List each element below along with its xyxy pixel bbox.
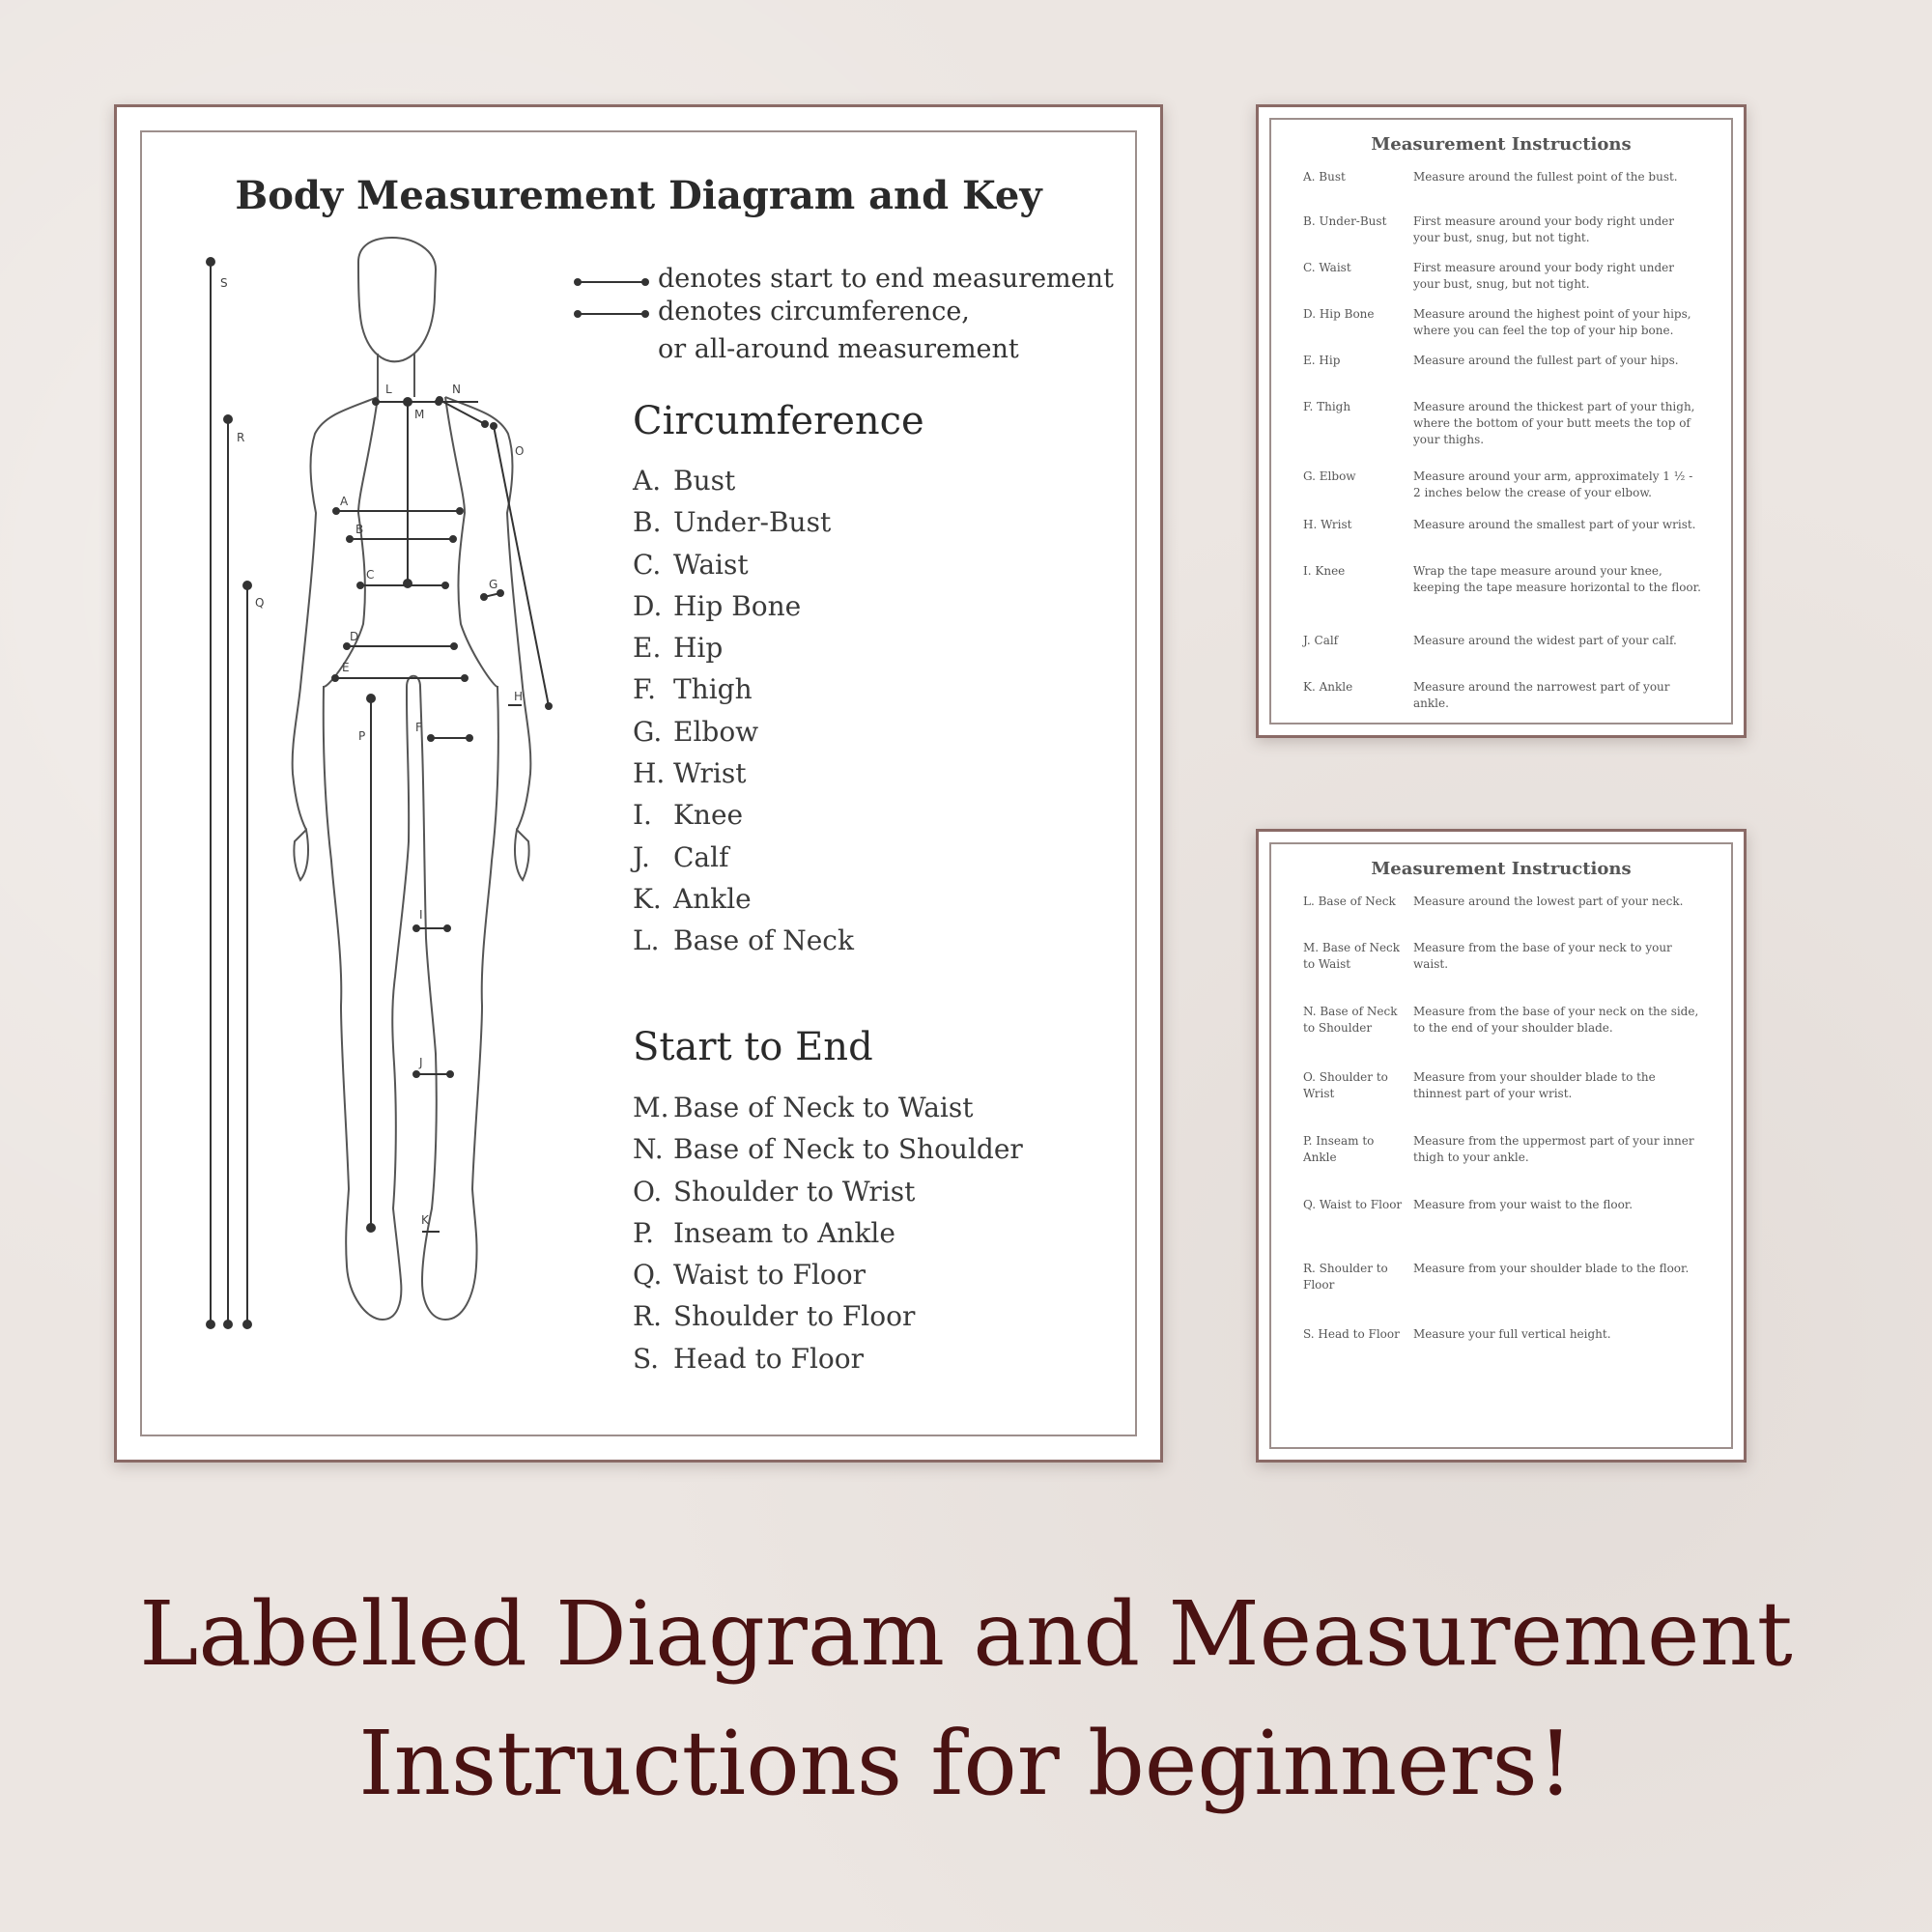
- instruction-label: P. Inseam to Ankle: [1303, 1134, 1375, 1164]
- key-item: [633, 1254, 1023, 1295]
- key-letter: M.: [633, 1092, 669, 1123]
- diagram-label: C: [366, 568, 375, 582]
- instruction-label: Q. Waist to Floor: [1303, 1198, 1403, 1211]
- head-outline: [358, 238, 436, 361]
- key-item: [633, 1338, 1023, 1379]
- key-label: Bust: [673, 465, 736, 497]
- instruction-label: G. Elbow: [1303, 469, 1356, 483]
- diagram-label: K: [421, 1213, 429, 1227]
- instruction-label: O. Shoulder to Wrist: [1303, 1070, 1388, 1100]
- key-item: [633, 920, 854, 961]
- instructions-sheet-top: [1256, 104, 1747, 738]
- key-label: Inseam to Ankle: [673, 1216, 895, 1249]
- key-letter: O.: [633, 1175, 663, 1208]
- key-item: [633, 711, 854, 753]
- instruction-text: Measure your full vertical height.: [1413, 1327, 1611, 1341]
- instruction-label: D. Hip Bone: [1303, 307, 1375, 321]
- diagram-label: E: [342, 661, 350, 674]
- diagram-label: D: [350, 630, 359, 643]
- instruction-label: C. Waist: [1303, 261, 1351, 274]
- diagram-label: Q: [255, 596, 265, 610]
- body-diagram: [117, 107, 696, 1363]
- diagram-label: I: [419, 908, 423, 922]
- diagram-label: A: [340, 495, 349, 508]
- diagram-label: J: [419, 1056, 423, 1069]
- key-letter: K.: [633, 882, 662, 915]
- sheet-title: Body Measurement Diagram and Key: [235, 173, 1042, 218]
- instructions-title: Measurement Instructions: [1371, 859, 1632, 879]
- key-label: Base of Neck to Shoulder: [673, 1133, 1023, 1166]
- key-label: Elbow: [673, 715, 759, 748]
- instruction-label: E. Hip: [1303, 354, 1341, 367]
- key-letter: E.: [633, 632, 662, 665]
- body-outline: [293, 397, 498, 1320]
- key-label: Thigh: [673, 673, 753, 706]
- key-label: Ankle: [673, 882, 752, 915]
- instruction-label: H. Wrist: [1303, 518, 1352, 531]
- instruction-label: J. Calf: [1303, 634, 1339, 647]
- instructions-title: Measurement Instructions: [1371, 134, 1632, 155]
- key-letter: S.: [633, 1342, 660, 1375]
- instruction-text: Measure around the lowest part of your neck.: [1413, 895, 1684, 908]
- legend-circumference-cont: or all-around measurement: [658, 334, 1019, 364]
- instruction-text: Measure around the widest part of your calf.: [1413, 634, 1677, 647]
- caption-line-1: Labelled Diagram and Measurement: [139, 1582, 1793, 1686]
- key-letter: J.: [633, 840, 650, 873]
- instruction-label: K. Ankle: [1303, 680, 1353, 694]
- key-item: [633, 1295, 1023, 1337]
- instruction-label: S. Head to Floor: [1303, 1327, 1400, 1341]
- key-item: [633, 753, 854, 794]
- key-letter: P.: [633, 1216, 655, 1249]
- key-letter: G.: [633, 715, 663, 748]
- key-item: [633, 1212, 1023, 1254]
- key-item: [633, 460, 854, 501]
- instruction-text: Measure around the smallest part of your wrist.: [1413, 518, 1696, 531]
- instructions-sheet-bottom: [1256, 829, 1747, 1463]
- right-arm-outline: [445, 397, 530, 830]
- key-label: Shoulder to Wrist: [673, 1175, 916, 1208]
- instruction-text: First measure around your body right under your bust, snug, but not tight.: [1413, 214, 1674, 244]
- key-letter: F.: [633, 673, 656, 706]
- key-item: [633, 878, 854, 920]
- legend-circumference: denotes circumference,: [658, 297, 970, 327]
- left-hand: [294, 830, 308, 880]
- instruction-label: L. Base of Neck: [1303, 895, 1396, 908]
- key-letter: A.: [633, 465, 662, 497]
- diagram-sheet: [114, 104, 1163, 1463]
- key-item: [633, 501, 854, 543]
- key-letter: Q.: [633, 1259, 663, 1292]
- key-letter: D.: [633, 589, 663, 622]
- key-label: Hip: [673, 632, 724, 665]
- diagram-label: P: [358, 729, 366, 743]
- key-label: Knee: [673, 799, 744, 832]
- start-to-end-heading: Start to End: [633, 1025, 873, 1069]
- circumference-list: [633, 460, 854, 962]
- diagram-label: O: [515, 444, 525, 458]
- circumference-heading: Circumference: [633, 399, 924, 443]
- diagram-label: H: [514, 690, 524, 703]
- key-label: Calf: [673, 840, 729, 873]
- key-label: Under-Bust: [673, 506, 832, 539]
- instruction-text: Measure around the fullest point of the bust.: [1413, 170, 1678, 184]
- diagram-label: M: [414, 408, 425, 421]
- key-item: [633, 627, 854, 668]
- instruction-text: Measure around the highest point of your hips, where you can feel the top of your hip bone.: [1413, 307, 1691, 337]
- diagram-label: F: [415, 721, 422, 734]
- instruction-label: I. Knee: [1303, 564, 1346, 578]
- key-item: [633, 1128, 1023, 1170]
- instruction-text: Measure from the base of your neck on the side, to the end of your shoulder blade.: [1413, 1005, 1699, 1035]
- key-label: Wrist: [673, 757, 747, 790]
- key-letter: R.: [633, 1300, 662, 1333]
- key-item: [633, 837, 854, 878]
- instruction-text: Measure around the thickest part of your thigh, where the bottom of your butt meets the top of your thighs.: [1413, 400, 1695, 446]
- instruction-text: Measure from the base of your neck to your waist.: [1413, 941, 1672, 971]
- instruction-label: N. Base of Neck to Shoulder: [1303, 1005, 1398, 1035]
- right-hand: [515, 830, 529, 880]
- instruction-text: Measure from the uppermost part of your inner thigh to your ankle.: [1413, 1134, 1694, 1164]
- key-item: [633, 585, 854, 627]
- legend-start-end: denotes start to end measurement: [658, 264, 1114, 294]
- instruction-text: Measure around your arm, approximately 1 ½ - 2 inches below the crease of your elbow.: [1413, 469, 1693, 499]
- key-letter: N.: [633, 1133, 664, 1166]
- key-label: Waist to Floor: [673, 1259, 867, 1292]
- instruction-text: Measure from your shoulder blade to the thinnest part of your wrist.: [1413, 1070, 1656, 1100]
- diagram-label: S: [220, 276, 228, 290]
- key-letter: C.: [633, 548, 662, 581]
- diagram-label: L: [385, 383, 392, 396]
- instruction-text: Measure around the fullest part of your hips.: [1413, 354, 1679, 367]
- instruction-text: Wrap the tape measure around your knee, keeping the tape measure horizontal to the floor.: [1413, 564, 1701, 594]
- instruction-text: Measure around the narrowest part of your ankle.: [1413, 680, 1670, 710]
- key-item: [633, 1171, 1023, 1212]
- diagram-label: B: [355, 523, 364, 536]
- diagram-label: R: [237, 431, 245, 444]
- diagram-label: G: [489, 578, 498, 591]
- key-letter: I.: [633, 799, 652, 832]
- key-letter: B.: [633, 506, 662, 539]
- key-item: [633, 668, 854, 710]
- neck-outline: [378, 354, 414, 397]
- start-to-end-list: [633, 1087, 1023, 1379]
- key-label: Waist: [673, 548, 749, 581]
- instruction-label: R. Shoulder to Floor: [1303, 1262, 1388, 1292]
- key-item: [633, 544, 854, 585]
- instruction-text: First measure around your body right under your bust, snug, but not tight.: [1413, 261, 1674, 291]
- key-label: Base of Neck to Waist: [673, 1092, 974, 1123]
- key-item: [633, 1087, 1023, 1128]
- key-label: Head to Floor: [673, 1342, 864, 1375]
- instruction-text: Measure from your shoulder blade to the floor.: [1413, 1262, 1690, 1275]
- key-label: Shoulder to Floor: [673, 1300, 916, 1333]
- key-label: Base of Neck: [673, 924, 854, 957]
- instruction-label: B. Under-Bust: [1303, 214, 1387, 228]
- key-letter: H.: [633, 757, 666, 790]
- instruction-label: M. Base of Neck to Waist: [1303, 941, 1401, 971]
- instruction-label: A. Bust: [1303, 170, 1346, 184]
- key-label: Hip Bone: [673, 589, 802, 622]
- key-letter: L.: [633, 924, 660, 957]
- diagram-label: N: [452, 383, 461, 396]
- caption-line-2: Instructions for beginners!: [358, 1712, 1574, 1815]
- instruction-label: F. Thigh: [1303, 400, 1351, 413]
- instruction-text: Measure from your waist to the floor.: [1413, 1198, 1634, 1211]
- key-item: [633, 794, 854, 836]
